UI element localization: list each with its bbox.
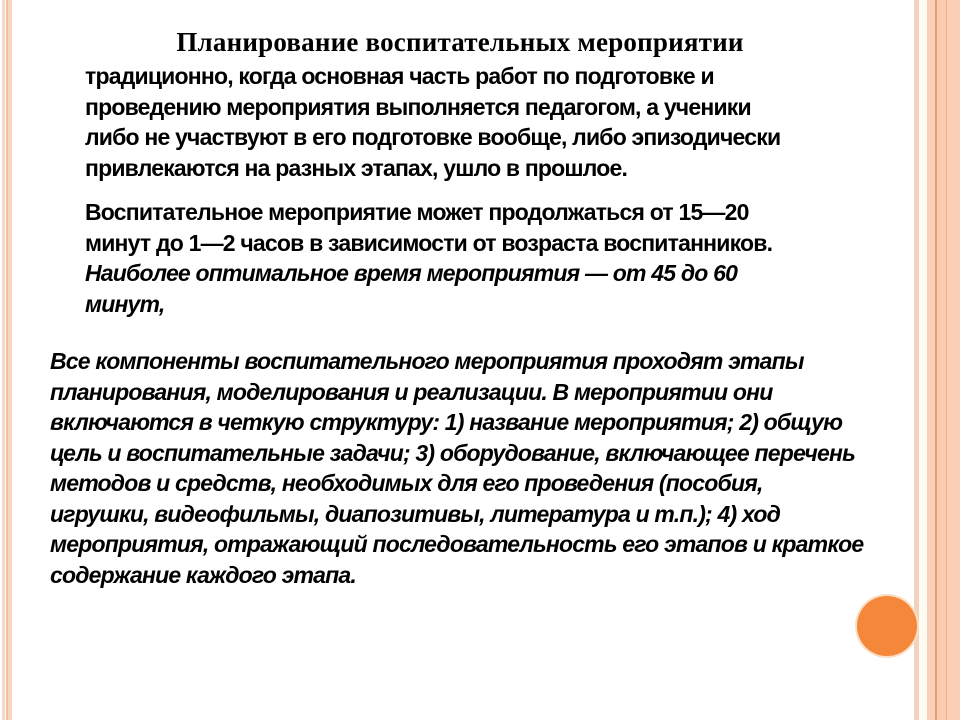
orange-circle-decoration (857, 596, 917, 656)
paragraph-event-duration-italic: Наиболее оптимальное время мероприятия — от 45 до 60 минут, (85, 260, 738, 317)
left-stripe-decoration (0, 0, 12, 720)
paragraph-event-duration-normal: Воспитательное мероприятие может продолжаться от 15—20 минут до 1—2 часов в зависимости от возраста воспитанников. (85, 199, 773, 256)
paragraph-traditional-approach: традиционно, когда основная часть работ по подготовке и проведению мероприятия выполняется педагогом, а ученики либо не участвуют в его подготовке вообще, либо эпизодически привлекаются на разных этапах, ушло в прошлое. (85, 63, 781, 181)
paragraph-event-duration (85, 197, 775, 319)
slide-title: Планирование воспитательных мероприятии (176, 27, 744, 57)
paragraph-event-components: Все компоненты воспитательного мероприятия проходят этапы планирования, моделирования и реализации. В мероприятии они включаются в четкую структуру: 1) название мероприятия; 2) общую цель и воспитательные задачи; 3) оборудование, включающее перечень методов и средств, необходимых для его проведения (пособия, игрушки, видеофильмы, диапозитивы, литература и т.п.); 4) ход мероприятия, отражающий последовательность его этапов и краткое содержание каждого этапа. (50, 348, 864, 588)
right-stripe-decoration (914, 0, 960, 720)
